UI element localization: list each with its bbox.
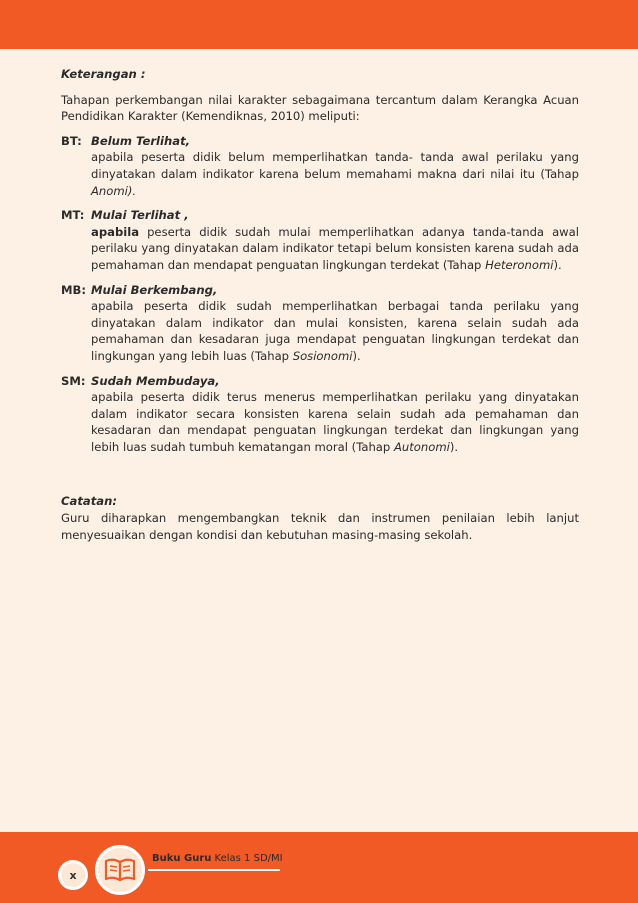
page-number: x	[58, 860, 88, 890]
stage-title: Belum Terlihat,	[91, 133, 191, 148]
header-band	[0, 0, 638, 49]
stage-item-sm	[61, 373, 579, 456]
stage-title: Sudah Membudaya,	[91, 373, 220, 388]
stage-text: apabila peserta didik sudah mulai memperlihatkan adanya tanda-tanda awal perilaku yang dinyatakan dalam indikator tetapi belum konsisten karena sudah ada pemahaman dan mendapat penguatan lingkungan terdekat (Tahap Heteronomi).	[91, 224, 579, 272]
stage-code: MT:	[61, 208, 85, 223]
open-book-icon	[95, 845, 145, 895]
stage-emphasis: Anomi).	[91, 183, 137, 198]
stage-code: BT:	[61, 133, 82, 148]
stage-title: Mulai Terlihat ,	[91, 208, 189, 223]
stage-title: Mulai Berkembang,	[91, 282, 218, 297]
note-body: Guru diharapkan mengembangkan teknik dan instrumen penilaian lebih lanjut menyesuaikan dengan kondisi dan kebutuhan masing-masing sekolah.	[61, 511, 579, 542]
stage-item-mt	[61, 207, 579, 273]
stage-emphasis: Sosionomi	[292, 348, 353, 363]
stage-description	[91, 373, 579, 456]
stage-text: apabila peserta didik terus menerus memperlihatkan perilaku yang dinyatakan dalam indikator secara konsisten karena selain sudah ada pemahaman dan kesadaran dan mendapat penguatan lingkungan terdekat dan lingkungan yang lebih luas sudah tumbuh kematangan moral (Tahap Autonomi).	[91, 390, 579, 454]
stage-text: apabila peserta didik sudah memperlihatkan berbagai tanda perilaku yang dinyatakan dalam indikator dan mulai konsisten, karena selain sudah ada pemahaman dan kesadaran juga mendapat penguatan lingkungan terdekat dan lingkungan yang lebih luas (Tahap Sosionomi).	[91, 299, 579, 363]
note-section	[61, 493, 579, 543]
stage-emphasis: Heteronomi	[485, 257, 554, 272]
intro-paragraph: Tahapan perkembangan nilai karakter sebagaimana tercantum dalam Kerangka Acuan Pendidikan Karakter (Kemendiknas, 2010) meliputi:	[61, 92, 579, 124]
book-title: Buku Guru Kelas 1 SD/MI	[152, 853, 283, 864]
footer-divider	[148, 869, 280, 871]
stage-code: MB:	[61, 282, 87, 297]
stage-item-bt	[61, 133, 579, 199]
stage-emphasis: Autonomi	[393, 439, 450, 454]
note-title: Catatan:	[61, 494, 117, 509]
stage-item-mb	[61, 282, 579, 365]
page-content	[61, 66, 579, 543]
stage-description	[91, 207, 579, 273]
stage-code: SM:	[61, 373, 86, 388]
section-heading: Keterangan :	[61, 67, 146, 81]
stage-description	[91, 133, 579, 199]
stage-text-bold: apabila	[91, 224, 140, 239]
stage-description	[91, 282, 579, 365]
stage-text: apabila peserta didik belum memperlihatkan tanda- tanda awal perilaku yang dinyatakan dalam indikator karena belum memahami makna dari nilai itu (Tahap Anomi).	[91, 150, 579, 198]
